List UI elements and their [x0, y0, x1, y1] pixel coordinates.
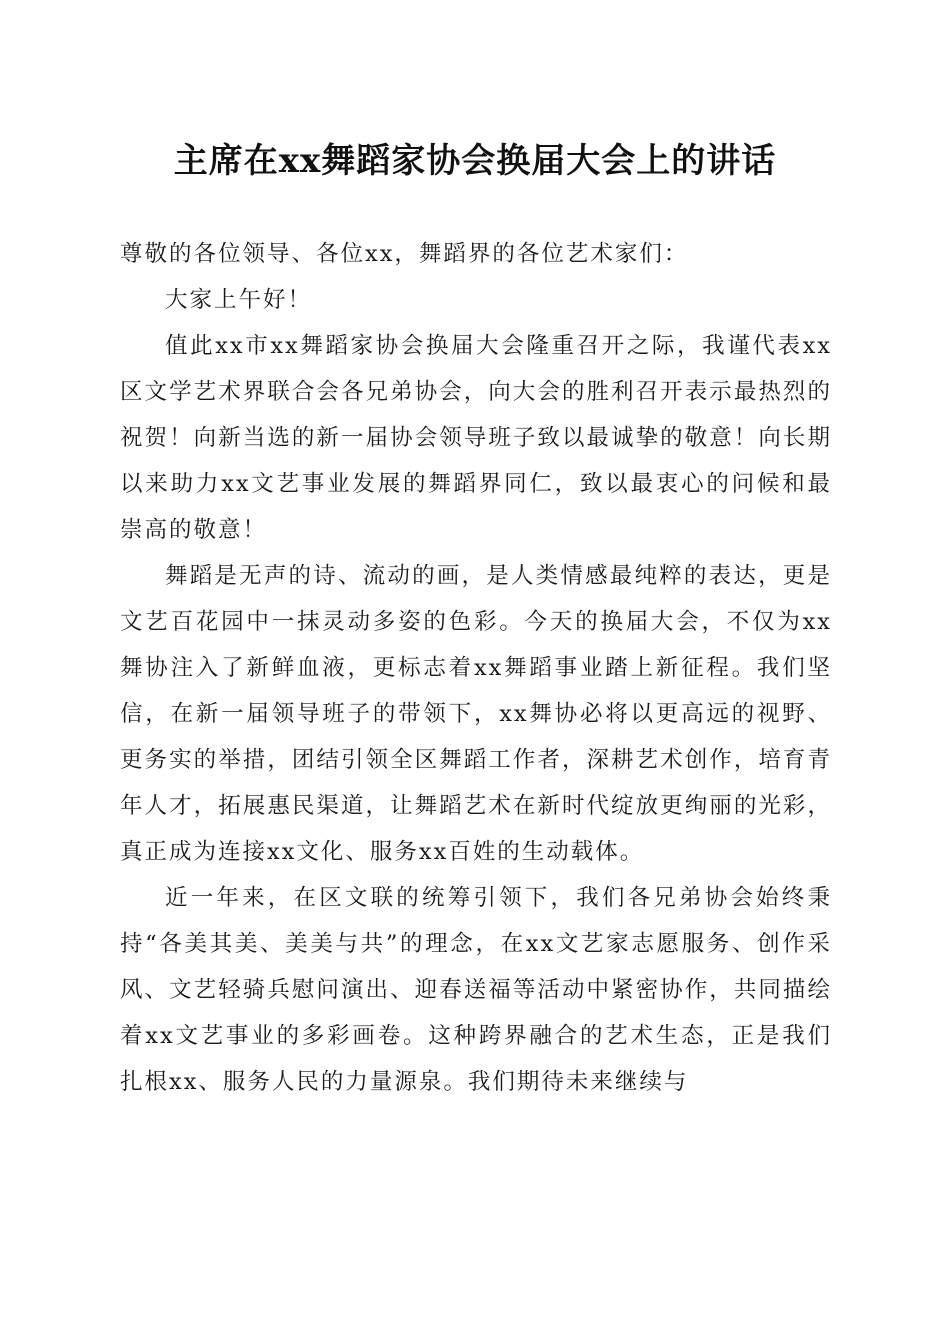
document-title: 主席在xx舞蹈家协会换届大会上的讲话 — [173, 141, 777, 181]
body-paragraph: 值此xx市xx舞蹈家协会换届大会隆重召开之际，我谨代表xx区文学艺术界联合会各兄弟协会，向大会的胜利召开表示最热烈的祝贺！向新当选的新一届协会领导班子致以最诚挚的敬意！向长期以来助力xx文艺事业发展的舞蹈界同仁，致以最衷心的问候和最崇高的敬意！ — [120, 333, 832, 543]
salutation-paragraph: 尊敬的各位领导、各位xx，舞蹈界的各位艺术家们： — [120, 241, 689, 267]
body-paragraph: 近一年来，在区文联的统筹引领下，我们各兄弟协会始终秉持“各美其美、美美与共”的理念，在xx文艺家志愿服务、创作采风、文艺轻骑兵慰问演出、迎春送福等活动中紧密协作，共同描绘着xx文艺事业的多彩画卷。这种跨界融合的艺术生态，正是我们扎根xx、服务人民的力量源泉。我们期待未来继续与 — [120, 885, 832, 1095]
document-body — [120, 231, 832, 1105]
greeting-paragraph: 大家上午好！ — [165, 287, 313, 313]
body-paragraph: 舞蹈是无声的诗、流动的画，是人类情感最纯粹的表达，更是文艺百花园中一抹灵动多姿的色彩。今天的换届大会，不仅为xx舞协注入了新鲜血液，更标志着xx舞蹈事业踏上新征程。我们坚信，在新一届领导班子的带领下，xx舞协必将以更高远的视野、更务实的举措，团结引领全区舞蹈工作者，深耕艺术创作，培育青年人才，拓展惠民渠道，让舞蹈艺术在新时代绽放更绚丽的光彩，真正成为连接xx文化、服务xx百姓的生动载体。 — [120, 563, 832, 865]
